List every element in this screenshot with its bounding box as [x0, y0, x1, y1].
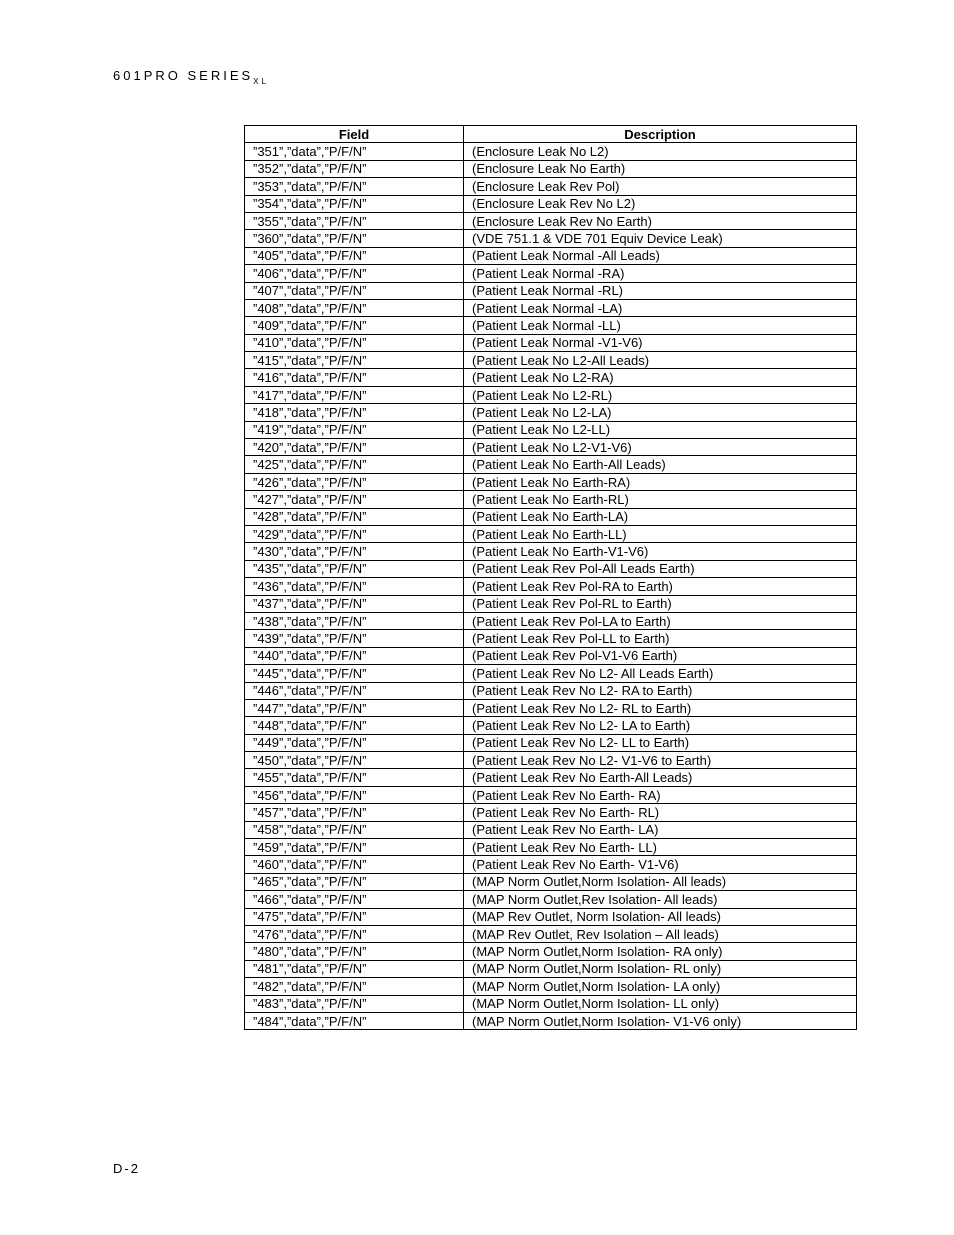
- description-cell: (MAP Norm Outlet,Norm Isolation- LA only): [464, 978, 857, 995]
- description-cell: (Patient Leak Rev No Earth-All Leads): [464, 769, 857, 786]
- description-cell: (Enclosure Leak No L2): [464, 143, 857, 160]
- table-row: [245, 821, 857, 838]
- table-row: [245, 386, 857, 403]
- field-cell: ”418”,”data”,”P/F/N”: [245, 404, 464, 421]
- table-body: [245, 143, 857, 1030]
- field-cell: ”407”,”data”,”P/F/N”: [245, 282, 464, 299]
- description-cell: (Patient Leak Rev Pol-V1-V6 Earth): [464, 647, 857, 664]
- field-cell: ”417”,”data”,”P/F/N”: [245, 386, 464, 403]
- description-cell: (Patient Leak Rev Pol-RA to Earth): [464, 578, 857, 595]
- table-row: [245, 212, 857, 229]
- field-cell: ”456”,”data”,”P/F/N”: [245, 786, 464, 803]
- field-cell: ”355”,”data”,”P/F/N”: [245, 212, 464, 229]
- field-cell: ”447”,”data”,”P/F/N”: [245, 699, 464, 716]
- field-cell: ”446”,”data”,”P/F/N”: [245, 682, 464, 699]
- field-cell: ”475”,”data”,”P/F/N”: [245, 908, 464, 925]
- description-cell: (Patient Leak No Earth-RA): [464, 473, 857, 490]
- table-row: [245, 717, 857, 734]
- field-cell: ”425”,”data”,”P/F/N”: [245, 456, 464, 473]
- table-row: [245, 334, 857, 351]
- column-header-field: Field: [245, 126, 464, 143]
- table-row: [245, 595, 857, 612]
- description-cell: (Patient Leak Normal -V1-V6): [464, 334, 857, 351]
- table-row: [245, 317, 857, 334]
- table-row: [245, 578, 857, 595]
- field-cell: ”428”,”data”,”P/F/N”: [245, 508, 464, 525]
- description-cell: (Patient Leak Normal -RL): [464, 282, 857, 299]
- field-cell: ”458”,”data”,”P/F/N”: [245, 821, 464, 838]
- table-row: [245, 665, 857, 682]
- field-cell: ”439”,”data”,”P/F/N”: [245, 630, 464, 647]
- description-cell: (Patient Leak Rev Pol-All Leads Earth): [464, 560, 857, 577]
- table-row: [245, 143, 857, 160]
- description-cell: (Patient Leak Rev No L2- LL to Earth): [464, 734, 857, 751]
- header-title: 601PRO SERIES: [113, 68, 254, 83]
- table-row: [245, 925, 857, 942]
- field-cell: ”480”,”data”,”P/F/N”: [245, 943, 464, 960]
- description-cell: (Patient Leak No L2-LA): [464, 404, 857, 421]
- table-row: [245, 508, 857, 525]
- field-cell: ”445”,”data”,”P/F/N”: [245, 665, 464, 682]
- table-row: [245, 352, 857, 369]
- description-cell: (Enclosure Leak Rev No Earth): [464, 212, 857, 229]
- description-cell: (Patient Leak No Earth-LL): [464, 525, 857, 542]
- table-row: [245, 908, 857, 925]
- table-row: [245, 439, 857, 456]
- field-cell: ”360”,”data”,”P/F/N”: [245, 230, 464, 247]
- field-cell: ”460”,”data”,”P/F/N”: [245, 856, 464, 873]
- table-row: [245, 560, 857, 577]
- table-row: [245, 1012, 857, 1029]
- table-row: [245, 525, 857, 542]
- description-cell: (Patient Leak Normal -LA): [464, 299, 857, 316]
- field-cell: ”415”,”data”,”P/F/N”: [245, 352, 464, 369]
- description-cell: (Patient Leak Normal -LL): [464, 317, 857, 334]
- table-row: [245, 856, 857, 873]
- field-cell: ”353”,”data”,”P/F/N”: [245, 178, 464, 195]
- description-cell: (Patient Leak Rev Pol-LA to Earth): [464, 612, 857, 629]
- page-header: [113, 68, 269, 86]
- description-cell: (MAP Rev Outlet, Rev Isolation – All leads): [464, 925, 857, 942]
- field-cell: ”405”,”data”,”P/F/N”: [245, 247, 464, 264]
- description-cell: (Patient Leak Rev Pol-LL to Earth): [464, 630, 857, 647]
- table-row: [245, 178, 857, 195]
- field-cell: ”449”,”data”,”P/F/N”: [245, 734, 464, 751]
- field-cell: ”351”,”data”,”P/F/N”: [245, 143, 464, 160]
- field-cell: ”420”,”data”,”P/F/N”: [245, 439, 464, 456]
- table-row: [245, 491, 857, 508]
- field-cell: ”409”,”data”,”P/F/N”: [245, 317, 464, 334]
- field-cell: ”437”,”data”,”P/F/N”: [245, 595, 464, 612]
- field-cell: ”465”,”data”,”P/F/N”: [245, 873, 464, 890]
- table-row: [245, 160, 857, 177]
- table-row: [245, 612, 857, 629]
- field-cell: ”416”,”data”,”P/F/N”: [245, 369, 464, 386]
- field-cell: ”419”,”data”,”P/F/N”: [245, 421, 464, 438]
- table-row: [245, 769, 857, 786]
- field-cell: ”482”,”data”,”P/F/N”: [245, 978, 464, 995]
- table-row: [245, 647, 857, 664]
- table-row: [245, 282, 857, 299]
- description-cell: (Patient Leak Rev No L2- RL to Earth): [464, 699, 857, 716]
- table-row: [245, 369, 857, 386]
- field-cell: ”427”,”data”,”P/F/N”: [245, 491, 464, 508]
- table-row: [245, 247, 857, 264]
- description-cell: (Patient Leak Rev No Earth- RA): [464, 786, 857, 803]
- field-cell: ”408”,”data”,”P/F/N”: [245, 299, 464, 316]
- description-cell: (MAP Norm Outlet,Rev Isolation- All leads): [464, 891, 857, 908]
- field-cell: ”435”,”data”,”P/F/N”: [245, 560, 464, 577]
- field-cell: ”455”,”data”,”P/F/N”: [245, 769, 464, 786]
- page-number: D-2: [113, 1161, 140, 1176]
- description-cell: (Patient Leak Rev No L2- All Leads Earth): [464, 665, 857, 682]
- field-cell: ”352”,”data”,”P/F/N”: [245, 160, 464, 177]
- table-row: [245, 195, 857, 212]
- field-cell: ”483”,”data”,”P/F/N”: [245, 995, 464, 1012]
- field-cell: ”448”,”data”,”P/F/N”: [245, 717, 464, 734]
- description-cell: (Patient Leak Rev No Earth- LA): [464, 821, 857, 838]
- field-cell: ”459”,”data”,”P/F/N”: [245, 839, 464, 856]
- table-row: [245, 752, 857, 769]
- field-cell: ”450”,”data”,”P/F/N”: [245, 752, 464, 769]
- description-cell: (MAP Norm Outlet,Norm Isolation- LL only): [464, 995, 857, 1012]
- table-row: [245, 421, 857, 438]
- table-row: [245, 265, 857, 282]
- table-row: [245, 839, 857, 856]
- table-row: [245, 473, 857, 490]
- field-cell: ”406”,”data”,”P/F/N”: [245, 265, 464, 282]
- description-cell: (Patient Leak Rev No L2- LA to Earth): [464, 717, 857, 734]
- description-cell: (MAP Rev Outlet, Norm Isolation- All leads): [464, 908, 857, 925]
- description-cell: (MAP Norm Outlet,Norm Isolation- RA only): [464, 943, 857, 960]
- description-cell: (Patient Leak No Earth-All Leads): [464, 456, 857, 473]
- table-row: [245, 404, 857, 421]
- table-row: [245, 699, 857, 716]
- table-row: [245, 943, 857, 960]
- table-row: [245, 543, 857, 560]
- field-cell: ”481”,”data”,”P/F/N”: [245, 960, 464, 977]
- description-cell: (MAP Norm Outlet,Norm Isolation- V1-V6 only): [464, 1012, 857, 1029]
- description-cell: (Patient Leak No Earth-V1-V6): [464, 543, 857, 560]
- field-cell: ”410”,”data”,”P/F/N”: [245, 334, 464, 351]
- table-row: [245, 960, 857, 977]
- table-row: [245, 995, 857, 1012]
- description-cell: (Patient Leak No L2-RA): [464, 369, 857, 386]
- description-cell: (Patient Leak No Earth-LA): [464, 508, 857, 525]
- field-cell: ”476”,”data”,”P/F/N”: [245, 925, 464, 942]
- description-cell: (VDE 751.1 & VDE 701 Equiv Device Leak): [464, 230, 857, 247]
- field-cell: ”436”,”data”,”P/F/N”: [245, 578, 464, 595]
- table-row: [245, 804, 857, 821]
- field-cell: ”484”,”data”,”P/F/N”: [245, 1012, 464, 1029]
- description-cell: (Enclosure Leak No Earth): [464, 160, 857, 177]
- description-cell: (Patient Leak No L2-RL): [464, 386, 857, 403]
- description-cell: (Patient Leak No Earth-RL): [464, 491, 857, 508]
- column-header-description: Description: [464, 126, 857, 143]
- description-cell: (Patient Leak Rev No Earth- V1-V6): [464, 856, 857, 873]
- description-cell: (Patient Leak Rev No Earth- RL): [464, 804, 857, 821]
- description-cell: (Patient Leak Normal -All Leads): [464, 247, 857, 264]
- field-cell: ”466”,”data”,”P/F/N”: [245, 891, 464, 908]
- description-cell: (Patient Leak Rev Pol-RL to Earth): [464, 595, 857, 612]
- table-row: [245, 630, 857, 647]
- field-cell: ”440”,”data”,”P/F/N”: [245, 647, 464, 664]
- description-cell: (Patient Leak No L2-V1-V6): [464, 439, 857, 456]
- table-row: [245, 873, 857, 890]
- table-header-row: [245, 126, 857, 143]
- description-cell: (Patient Leak Normal -RA): [464, 265, 857, 282]
- table-row: [245, 978, 857, 995]
- table-row: [245, 682, 857, 699]
- field-cell: ”457”,”data”,”P/F/N”: [245, 804, 464, 821]
- description-cell: (Patient Leak No L2-All Leads): [464, 352, 857, 369]
- table-row: [245, 786, 857, 803]
- description-cell: (MAP Norm Outlet,Norm Isolation- RL only): [464, 960, 857, 977]
- description-cell: (Enclosure Leak Rev No L2): [464, 195, 857, 212]
- table-row: [245, 456, 857, 473]
- table-row: [245, 230, 857, 247]
- table-row: [245, 891, 857, 908]
- field-cell: ”438”,”data”,”P/F/N”: [245, 612, 464, 629]
- description-cell: (Patient Leak No L2-LL): [464, 421, 857, 438]
- field-description-table: [244, 125, 857, 1030]
- field-cell: ”429”,”data”,”P/F/N”: [245, 525, 464, 542]
- header-subscript: XL: [253, 77, 269, 86]
- field-cell: ”430”,”data”,”P/F/N”: [245, 543, 464, 560]
- table-row: [245, 299, 857, 316]
- table-row: [245, 734, 857, 751]
- description-cell: (Patient Leak Rev No L2- V1-V6 to Earth): [464, 752, 857, 769]
- description-cell: (Patient Leak Rev No Earth- LL): [464, 839, 857, 856]
- field-cell: ”426”,”data”,”P/F/N”: [245, 473, 464, 490]
- description-cell: (Patient Leak Rev No L2- RA to Earth): [464, 682, 857, 699]
- field-cell: ”354”,”data”,”P/F/N”: [245, 195, 464, 212]
- description-cell: (MAP Norm Outlet,Norm Isolation- All leads): [464, 873, 857, 890]
- description-cell: (Enclosure Leak Rev Pol): [464, 178, 857, 195]
